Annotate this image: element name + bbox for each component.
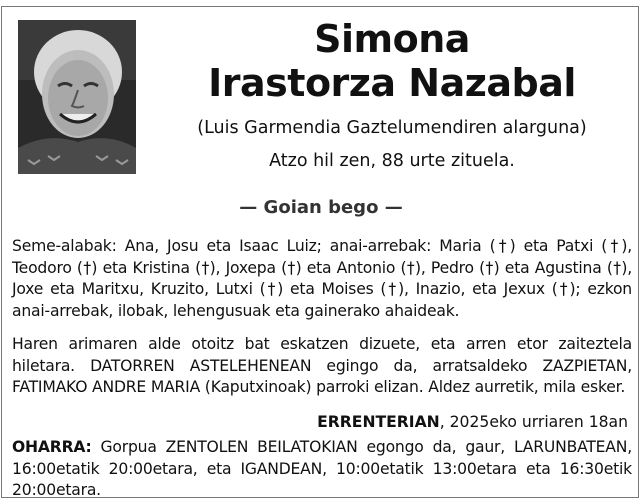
death-line: Atzo hil zen, 88 urte zituela.	[269, 151, 515, 171]
spouse-line: (Luis Garmendia Gaztelumendiren alarguna)	[197, 118, 587, 138]
signature-date: , 2025eko urriaren 18an	[439, 413, 628, 431]
signature-place: ERRENTERIAN	[317, 413, 440, 431]
deceased-surnames: Irastorza Nazabal	[208, 61, 576, 105]
place-date	[317, 412, 628, 432]
invitation-paragraph: Haren arimaren alde otoitz bat eskatzen dizuete, eta arren etor zaiteztela hiletara. DATORREN ASTELEHENEAN egingo da, arratsaldeko ZAZPIETAN, FATIMAKO ANDRE MARIA (Kaputxinoak) parroki elizan. Aldez aurretik, mila esker.	[12, 335, 632, 396]
note-paragraph	[12, 437, 632, 502]
note-label: OHARRA:	[12, 438, 92, 456]
portrait-photo	[18, 20, 136, 174]
family-paragraph: Seme-alabak: Ana, Josu eta Isaac Luiz; anai-arrebak: Maria (†) eta Patxi (†), Teodoro (†) eta Kristina (†), Joxepa (†) eta Antonio (†), Pedro (†) eta Agustina (†), Joxe eta Maritxu, Kruzito, Lutxi (†) eta Moises (†), Inazio, eta Jexux (†); ezkon anai-arrebak, ilobak, lehengusuak eta gainerako ahaideak.	[12, 237, 632, 320]
rip-line: — Goian bego —	[239, 197, 403, 218]
deceased-first-name: Simona	[314, 17, 470, 61]
note-text: Gorpua ZENTOLEN BEILATOKIAN egongo da, gaur, LARUNBATEAN, 16:00etatik 20:00etara, eta IGANDEAN, 10:00etatik 13:00etara eta 16:30etik 20:00etara.	[12, 438, 632, 499]
obituary-card	[1, 6, 639, 498]
